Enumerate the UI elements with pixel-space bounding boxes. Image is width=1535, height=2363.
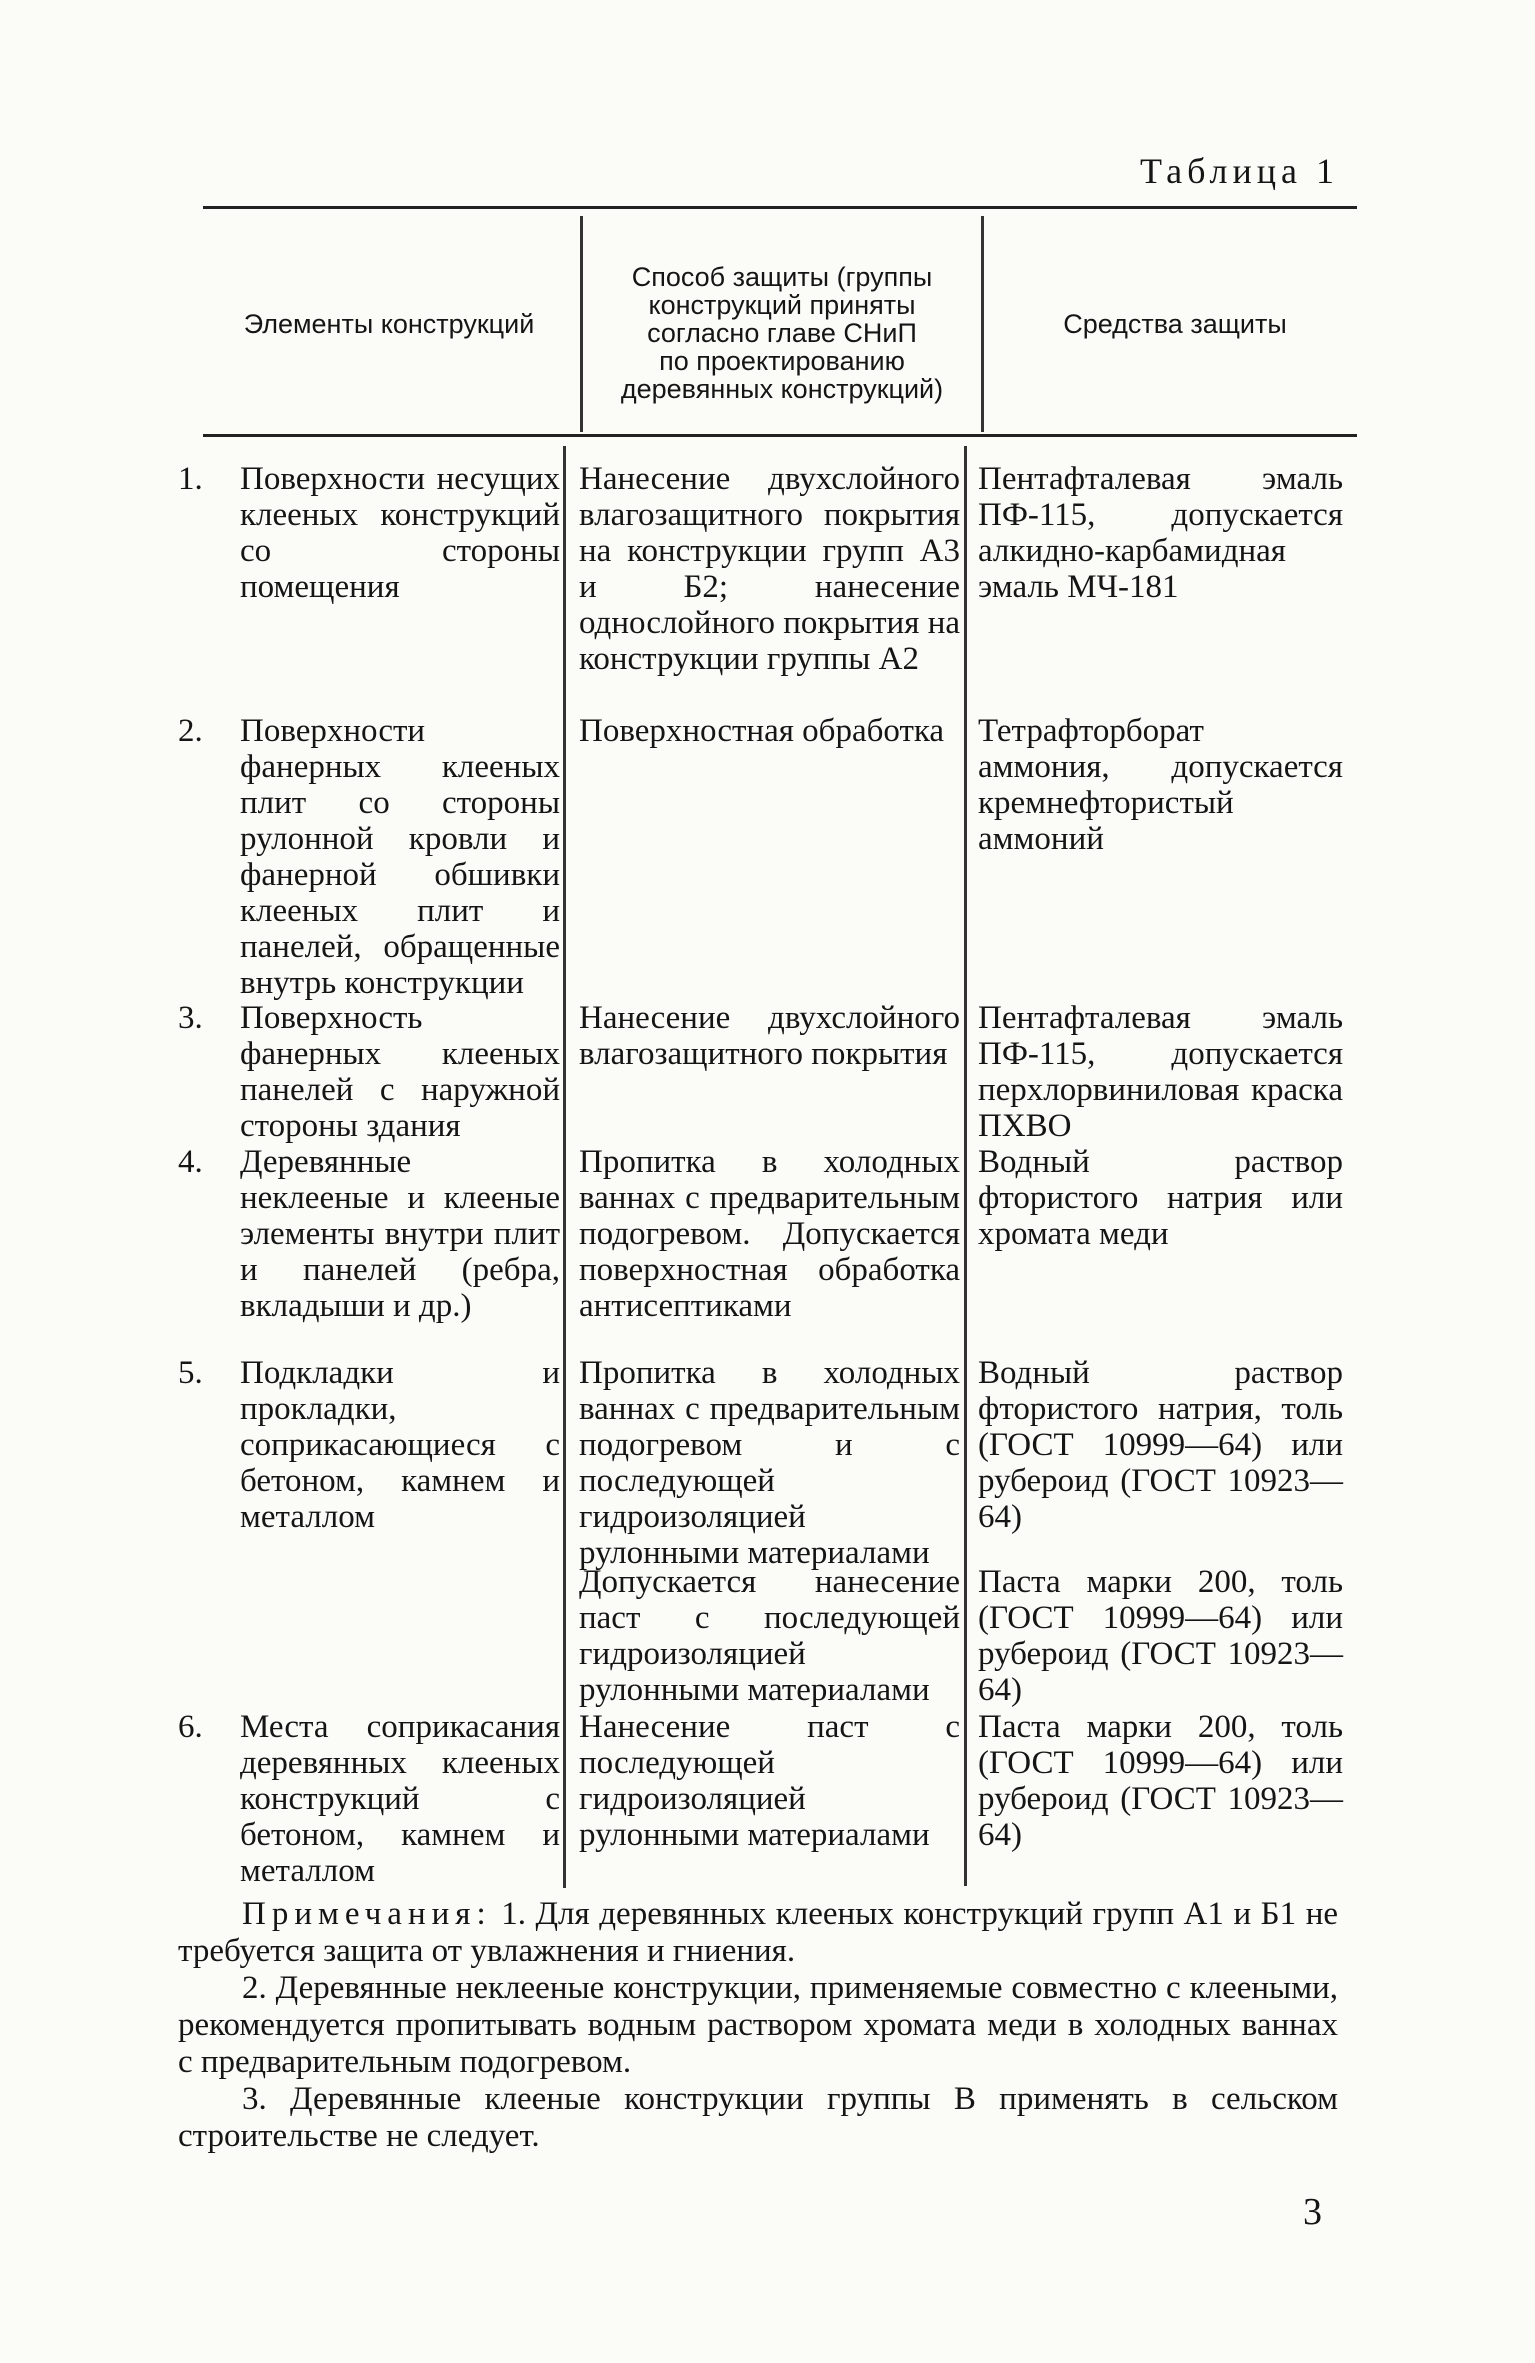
row-1-means: Пентафталевая эмаль ПФ-115, допускается алкидно-карбамидная эмаль МЧ-181 [978,461,1343,605]
row-4-means: Водный раствор фтористого натрия или хромата меди [978,1144,1343,1252]
body-divider-1 [563,446,566,1888]
row-5-element: Подкладки и прокладки, соприкасающиеся с бетоном, камнем и металлом [240,1355,560,1535]
row-5-method: Пропитка в холодных ваннах с предварительным подогревом и с последующей гидроизоляцией рулонными материалами [579,1355,960,1571]
row-3-element: Поверхность фанерных клееных панелей с наружной стороны здания [240,1000,560,1144]
table-header-rule [203,434,1357,437]
note-2: 2. Деревянные неклееные конструкции, применяемые совместно с клееными, рекомендуется пропитывать водным раствором хромата меди в холодных ваннах с предварительным подогревом. [178,1970,1338,2080]
header-protection-method: Способ защиты (группы конструкций приняты согласно главе СНиП по проектированию деревянных конструкций) [620,262,944,404]
row-5-alt-method: Допускается нанесение паст с последующей гидроизоляцией рулонными материалами [579,1564,960,1708]
row-5-alt-means: Паста марки 200, толь (ГОСТ 10999—64) или рубероид (ГОСТ 10923—64) [978,1564,1343,1708]
row-1-element: Поверхности несущих клееных конструкций со стороны помещения [240,461,560,605]
body-divider-2 [964,446,967,1886]
note-3: 3. Деревянные клееные конструкции группы В применять в сельском строительстве не следует. [178,2081,1338,2154]
table-title: Таблица 1 [1140,151,1339,191]
row-4-element: Деревянные неклееные и клееные элементы внутри плит и панелей (ребра, вкладыши и др.) [240,1144,560,1324]
row-5-means: Водный раствор фтористого натрия, толь (ГОСТ 10999—64) или рубероид (ГОСТ 10923—64) [978,1355,1343,1535]
row-2-number: 2. [178,713,203,749]
header-divider-2 [981,216,984,432]
row-2-method: Поверхностная обработка [579,713,945,749]
row-4-method: Пропитка в холодных ваннах с предварительным подогревом. Допускается поверхностная обработка антисептиками [579,1144,960,1324]
row-6-means: Паста марки 200, толь (ГОСТ 10999—64) или рубероид (ГОСТ 10923—64) [978,1709,1343,1853]
row-6-number: 6. [178,1709,203,1745]
row-2-element: Поверхности фанерных клееных плит со стороны рулонной кровли и фанерной обшивки клееных плит и панелей, обращенные внутрь конструкции [240,713,560,1001]
row-6-element: Места соприкасания деревянных клееных конструкций с бетоном, камнем и металлом [240,1709,560,1889]
row-1-method: Нанесение двухслойного влагозащитного покрытия на конструкции групп А3 и Б2; нанесение однослойного покрытия на конструкции группы А2 [579,461,960,677]
row-5-number: 5. [178,1355,203,1391]
row-6-method: Нанесение паст с последующей гидроизоляцией рулонными материалами [579,1709,960,1853]
page-number: 3 [1303,2191,1322,2233]
table-top-rule [203,206,1357,209]
header-divider-1 [580,216,583,432]
row-1-number: 1. [178,461,203,497]
notes-label: Примечания: [242,1896,492,1932]
note-1-text: 1. Для деревянных клееных конструкций групп А1 и Б1 не требуется защита от увлажнения и гниения. [178,1896,1339,1969]
row-2-means: Тетрафторборат аммония, допускается кремнефтористый аммоний [978,713,1343,857]
row-4-number: 4. [178,1144,203,1180]
row-3-method: Нанесение двухслойного влагозащитного покрытия [579,1000,960,1072]
header-protection-means: Средства защиты [1063,309,1287,339]
row-3-means: Пентафталевая эмаль ПФ-115, допускается перхлорвиниловая краска ПХВО [978,1000,1343,1144]
row-3-number: 3. [178,1000,203,1036]
note-1 [178,1896,1338,1970]
notes-section [178,1896,1338,2155]
header-elements: Элементы конструкций [243,309,535,339]
